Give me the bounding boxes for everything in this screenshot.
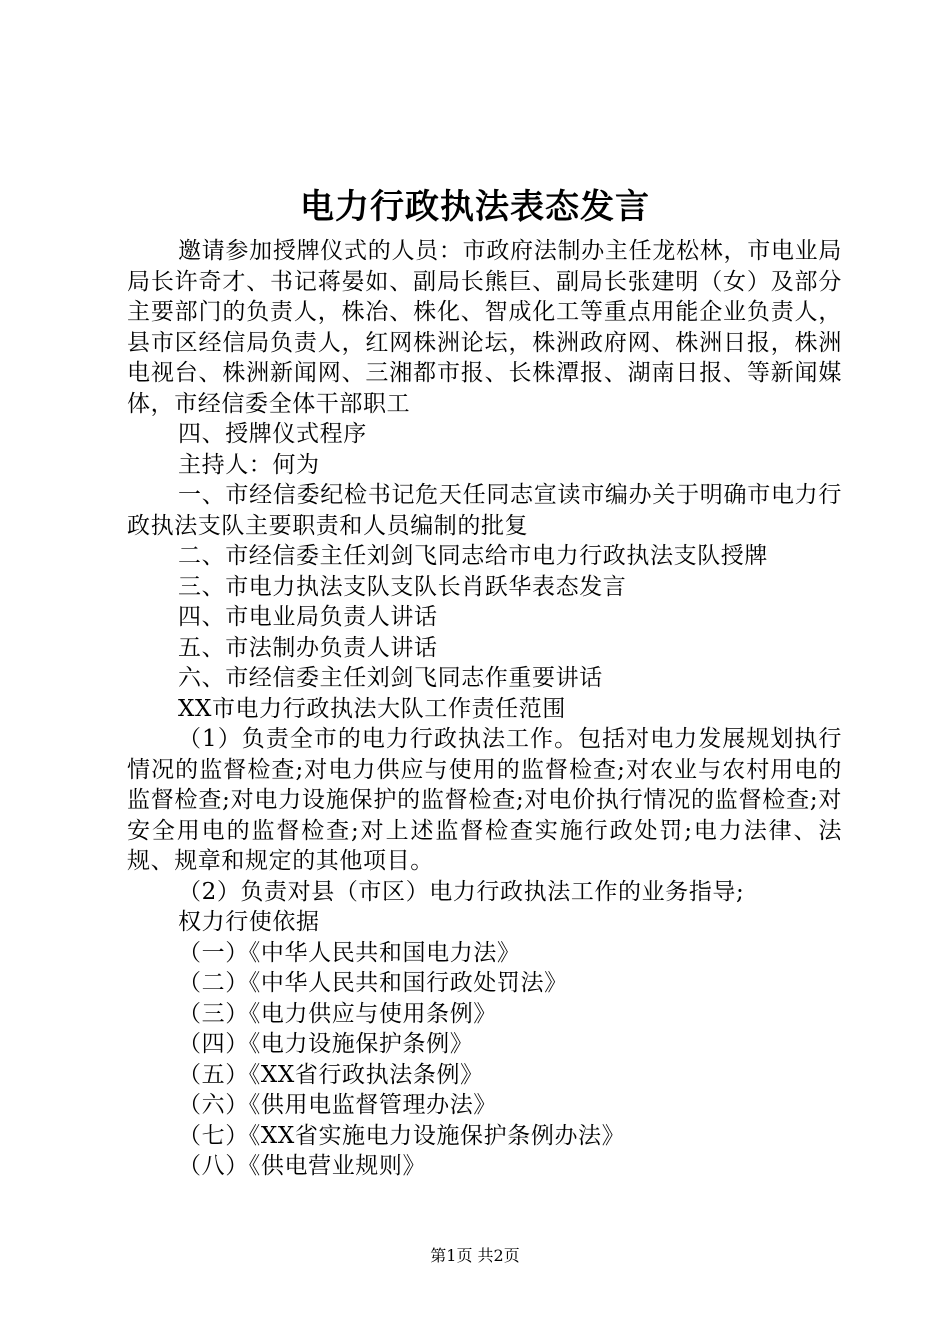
basis-list-item: （七）《XX省实施电力设施保护条例办法》 xyxy=(178,1122,626,1149)
paragraph-program-item-2: 二、市经信委主任刘剑飞同志给市电力行政执法支队授牌 xyxy=(178,543,768,569)
document-title: 电力行政执法表态发言 xyxy=(300,187,650,227)
paragraph-attendees: 邀请参加授牌仪式的人员：市政府法制办主任龙松林，市电业局局长许奇才、书记蒋晏如、副局长熊巨、副局长张建明（女）及部分主要部门的负责人，株冶、株化、智成化工等重点用能企业负责人，县市区经信局负责人，红网株洲论坛，株洲政府网、株洲日报，株洲电视台、株洲新闻网、三湘都市报、长株潭报、湖南日报、等新闻媒体，市经信委全体干部职工 xyxy=(127,238,842,417)
basis-list-item: （三）《电力供应与使用条例》 xyxy=(178,1000,497,1027)
paragraph-basis-heading: 权力行使依据 xyxy=(178,909,320,935)
paragraph-responsibility-heading: XX市电力行政执法大队工作责任范围 xyxy=(178,695,566,722)
basis-list-item: （二）《中华人民共和国行政处罚法》 xyxy=(178,970,568,996)
page-footer: 第1页 共2页 xyxy=(430,1246,520,1265)
basis-list-item: （五）《XX省行政执法条例》 xyxy=(178,1061,484,1088)
basis-list-item: （六）《供用电监督管理办法》 xyxy=(178,1092,497,1118)
paragraph-responsibility-1: （1）负责全市的电力行政执法工作。包括对电力发展规划执行情况的监督检查;对电力供应与使用的监督检查;对农业与农村用电的监督检查;对电力设施保护的监督检查;对电价执行情况的监督检查;对安全用电的监督检查;对上述监督检查实施行政处罚;电力法律、法规、规章和规定的其他项目。 xyxy=(127,726,842,874)
document-body xyxy=(127,236,842,1182)
paragraph-program-item-4: 四、市电业局负责人讲话 xyxy=(178,604,438,630)
paragraph-responsibility-2: （2）负责对县（市区）电力行政执法工作的业务指导; xyxy=(178,878,745,905)
paragraph-program-item-5: 五、市法制办负责人讲话 xyxy=(178,634,438,661)
basis-list-item: （八）《供电营业规则》 xyxy=(178,1153,427,1179)
paragraph-ceremony-program: 四、授牌仪式程序 xyxy=(178,421,367,447)
paragraph-program-item-6: 六、市经信委主任刘剑飞同志作重要讲话 xyxy=(178,665,603,691)
paragraph-host: 主持人：何为 xyxy=(178,451,320,478)
basis-list-item: （一）《中华人民共和国电力法》 xyxy=(178,939,521,966)
paragraph-program-item-1: 一、市经信委纪检书记危天任同志宣读市编办关于明确市电力行政执法支队主要职责和人员编制的批复 xyxy=(127,482,842,539)
basis-list-item: （四）《电力设施保护条例》 xyxy=(178,1031,474,1057)
paragraph-program-item-3: 三、市电力执法支队支队长肖跃华表态发言 xyxy=(178,573,627,600)
